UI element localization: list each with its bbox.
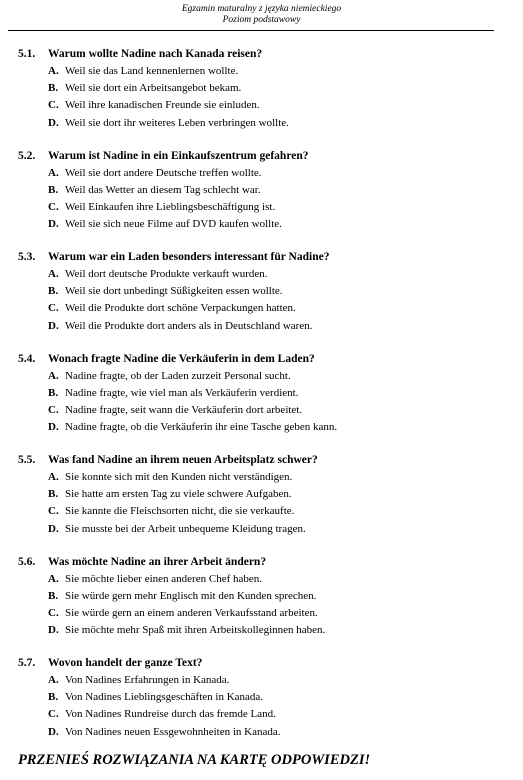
question-5-4 bbox=[0, 351, 523, 453]
option-text: Weil die Produkte dort schöne Verpackungen hatten. bbox=[65, 302, 296, 315]
option-letter: C. bbox=[48, 708, 59, 721]
option-text: Weil sie dort unbedingt Süßigkeiten essen wollte. bbox=[65, 285, 283, 298]
answer-option-c bbox=[0, 199, 523, 216]
option-letter: C. bbox=[48, 606, 59, 619]
question-number: 5.5. bbox=[18, 454, 36, 466]
option-letter: B. bbox=[48, 386, 59, 399]
question-number: 5.3. bbox=[18, 251, 36, 263]
option-text: Nadine fragte, seit wann die Verkäuferin dort arbeitet. bbox=[65, 403, 303, 416]
question-heading bbox=[0, 249, 523, 266]
question-text: Wonach fragte Nadine die Verkäuferin in dem Laden? bbox=[48, 352, 315, 365]
option-text: Weil sie dort andere Deutsche treffen wollte. bbox=[65, 166, 262, 179]
exam-level: Poziom podstawowy bbox=[222, 15, 301, 25]
question-text: Wovon handelt der ganze Text? bbox=[48, 657, 203, 669]
answer-option-b bbox=[0, 80, 523, 97]
header-divider bbox=[8, 30, 494, 31]
option-letter: B. bbox=[48, 285, 59, 298]
option-letter: B. bbox=[48, 183, 59, 196]
answer-option-b bbox=[0, 486, 523, 503]
option-letter: D. bbox=[48, 725, 59, 738]
answer-option-d bbox=[0, 318, 523, 335]
question-text: Was möchte Nadine an ihrer Arbeit ändern? bbox=[48, 555, 267, 568]
option-letter: D. bbox=[48, 319, 59, 332]
page-header bbox=[0, 4, 523, 26]
answer-option-d bbox=[0, 216, 523, 233]
option-letter: D. bbox=[48, 116, 59, 129]
option-letter: B. bbox=[48, 589, 59, 602]
question-list bbox=[0, 46, 523, 757]
option-letter: B. bbox=[48, 691, 59, 704]
option-text: Sie möchte lieber einen anderen Chef haben. bbox=[65, 572, 263, 585]
question-heading bbox=[0, 46, 523, 63]
answer-option-d bbox=[0, 724, 523, 741]
answer-option-d bbox=[0, 622, 523, 639]
option-letter: A. bbox=[48, 572, 59, 585]
option-text: Sie würde gern an einem anderen Verkaufsstand arbeiten. bbox=[65, 606, 318, 619]
question-heading bbox=[0, 554, 523, 571]
option-text: Weil sie dort ein Arbeitsangebot bekam. bbox=[65, 82, 242, 95]
option-text: Nadine fragte, wie viel man als Verkäuferin verdient. bbox=[65, 386, 299, 399]
question-text: Warum ist Nadine in ein Einkaufszentrum gefahren? bbox=[48, 149, 309, 162]
answer-option-c bbox=[0, 503, 523, 520]
answer-option-d bbox=[0, 115, 523, 132]
question-number: 5.2. bbox=[18, 149, 36, 162]
question-number: 5.4. bbox=[18, 352, 36, 365]
option-text: Von Nadines neuen Essgewohnheiten in Kanada. bbox=[65, 725, 281, 738]
answer-option-c bbox=[0, 706, 523, 723]
answer-option-a bbox=[0, 469, 523, 486]
option-letter: B. bbox=[48, 488, 59, 501]
answer-option-d bbox=[0, 419, 523, 436]
option-text: Nadine fragte, ob der Laden zurzeit Personal sucht. bbox=[65, 369, 291, 382]
question-heading bbox=[0, 655, 523, 672]
option-letter: D. bbox=[48, 624, 59, 637]
answer-option-b bbox=[0, 385, 523, 402]
answer-option-c bbox=[0, 97, 523, 114]
question-heading bbox=[0, 351, 523, 368]
answer-option-c bbox=[0, 605, 523, 622]
answer-sheet-instruction: PRZENIEŚ ROZWIĄZANIA NA KARTĘ ODPOWIEDZI! bbox=[18, 752, 371, 768]
option-text: Weil Einkaufen ihre Lieblingsbeschäftigung ist. bbox=[65, 200, 276, 213]
question-5-7 bbox=[0, 655, 523, 757]
option-text: Von Nadines Rundreise durch das fremde Land. bbox=[65, 708, 276, 721]
answer-option-d bbox=[0, 521, 523, 538]
answer-option-a bbox=[0, 266, 523, 283]
question-5-3 bbox=[0, 249, 523, 351]
answer-option-a bbox=[0, 165, 523, 182]
answer-option-a bbox=[0, 571, 523, 588]
question-heading bbox=[0, 452, 523, 469]
answer-option-c bbox=[0, 402, 523, 419]
answer-option-a bbox=[0, 672, 523, 689]
option-text: Von Nadines Lieblingsgeschäften in Kanada. bbox=[65, 691, 264, 704]
option-letter: C. bbox=[48, 403, 59, 416]
option-text: Weil das Wetter an diesem Tag schlecht war. bbox=[65, 183, 261, 196]
option-text: Von Nadines Erfahrungen in Kanada. bbox=[65, 674, 230, 686]
answer-option-b bbox=[0, 182, 523, 199]
option-letter: D. bbox=[48, 218, 59, 231]
question-5-2 bbox=[0, 148, 523, 250]
question-number: 5.1. bbox=[18, 48, 36, 60]
option-letter: D. bbox=[48, 421, 59, 434]
answer-option-b bbox=[0, 283, 523, 300]
question-5-5 bbox=[0, 452, 523, 554]
answer-option-a bbox=[0, 63, 523, 80]
answer-option-a bbox=[0, 368, 523, 385]
option-text: Weil sie sich neue Filme auf DVD kaufen wollte. bbox=[65, 218, 282, 231]
answer-option-b bbox=[0, 689, 523, 706]
answer-option-b bbox=[0, 588, 523, 605]
option-letter: A. bbox=[48, 268, 59, 280]
option-letter: A. bbox=[48, 471, 59, 483]
option-text: Weil sie dort ihr weiteres Leben verbringen wollte. bbox=[65, 116, 289, 129]
option-text: Sie würde gern mehr Englisch mit den Kunden sprechen. bbox=[65, 589, 317, 602]
option-letter: A. bbox=[48, 166, 59, 179]
option-letter: C. bbox=[48, 200, 59, 213]
option-text: Weil sie das Land kennenlernen wollte. bbox=[65, 65, 239, 77]
option-letter: C. bbox=[48, 505, 59, 518]
option-letter: B. bbox=[48, 82, 59, 95]
option-text: Sie kannte die Fleischsorten nicht, die sie verkaufte. bbox=[65, 505, 295, 518]
option-letter: C. bbox=[48, 99, 59, 112]
option-letter: D. bbox=[48, 522, 59, 535]
question-heading bbox=[0, 148, 523, 165]
option-text: Nadine fragte, ob die Verkäuferin ihr eine Tasche geben kann. bbox=[65, 421, 338, 434]
question-number: 5.6. bbox=[18, 555, 36, 568]
question-5-1 bbox=[0, 46, 523, 148]
question-text: Was fand Nadine an ihrem neuen Arbeitsplatz schwer? bbox=[48, 454, 318, 466]
option-letter: A. bbox=[48, 369, 59, 382]
option-text: Weil die Produkte dort anders als in Deutschland waren. bbox=[65, 319, 313, 332]
option-letter: A. bbox=[48, 65, 59, 77]
option-text: Weil dort deutsche Produkte verkauft wurden. bbox=[65, 268, 268, 280]
question-text: Warum war ein Laden besonders interessant für Nadine? bbox=[48, 251, 330, 263]
option-text: Weil ihre kanadischen Freunde sie einluden. bbox=[65, 99, 260, 112]
option-text: Sie musste bei der Arbeit unbequeme Kleidung tragen. bbox=[65, 522, 306, 535]
question-number: 5.7. bbox=[18, 657, 36, 669]
answer-option-c bbox=[0, 300, 523, 317]
question-5-6 bbox=[0, 554, 523, 656]
option-text: Sie möchte mehr Spaß mit ihren Arbeitskolleginnen haben. bbox=[65, 624, 326, 637]
option-text: Sie hatte am ersten Tag zu viele schwere Aufgaben. bbox=[65, 488, 292, 501]
question-text: Warum wollte Nadine nach Kanada reisen? bbox=[48, 48, 263, 60]
exam-title: Egzamin maturalny z języka niemieckiego bbox=[181, 4, 342, 14]
option-letter: A. bbox=[48, 674, 59, 686]
option-letter: C. bbox=[48, 302, 59, 315]
option-text: Sie konnte sich mit den Kunden nicht verständigen. bbox=[65, 471, 293, 483]
